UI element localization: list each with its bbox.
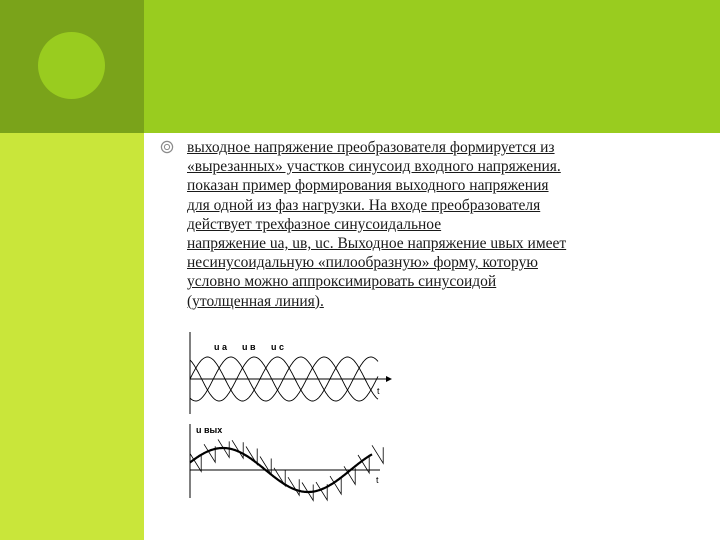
text-line: напряжение uа, uв, uс. Выходное напряжение uвых имеет — [187, 235, 567, 253]
slide-text — [187, 138, 617, 311]
lower-axis-t: t — [376, 475, 379, 485]
text-line: показан пример формирования выходного напряжения — [187, 177, 549, 195]
upper-label-ub: u в — [242, 342, 256, 352]
upper-label-ua: u a — [214, 342, 228, 352]
upper-axis-t: t — [377, 386, 380, 396]
upper-label-uc: u c — [271, 342, 285, 352]
text-line: действует трехфазное синусоидальное — [187, 215, 442, 233]
upper-axis-arrow — [386, 376, 392, 382]
left-strip — [0, 133, 144, 540]
text-line: выходное напряжение преобразователя формируется из — [187, 139, 555, 156]
text-line: несинусоидальную «пилообразную» форму, которую — [187, 254, 538, 272]
decorative-circle — [38, 32, 105, 99]
text-line: для одной из фаз нагрузки. На входе преобразователя — [187, 196, 541, 214]
header-band — [144, 0, 720, 133]
text-line: «вырезанных» участков синусоид входного напряжения. — [187, 158, 561, 176]
text-line: условно можно аппроксимировать синусоидой — [187, 273, 497, 291]
bullet-icon — [160, 140, 174, 154]
text-line: (утолщенная линия). — [187, 292, 324, 310]
lower-label-uout: u вых — [196, 425, 223, 435]
waveform-figure — [178, 322, 400, 504]
